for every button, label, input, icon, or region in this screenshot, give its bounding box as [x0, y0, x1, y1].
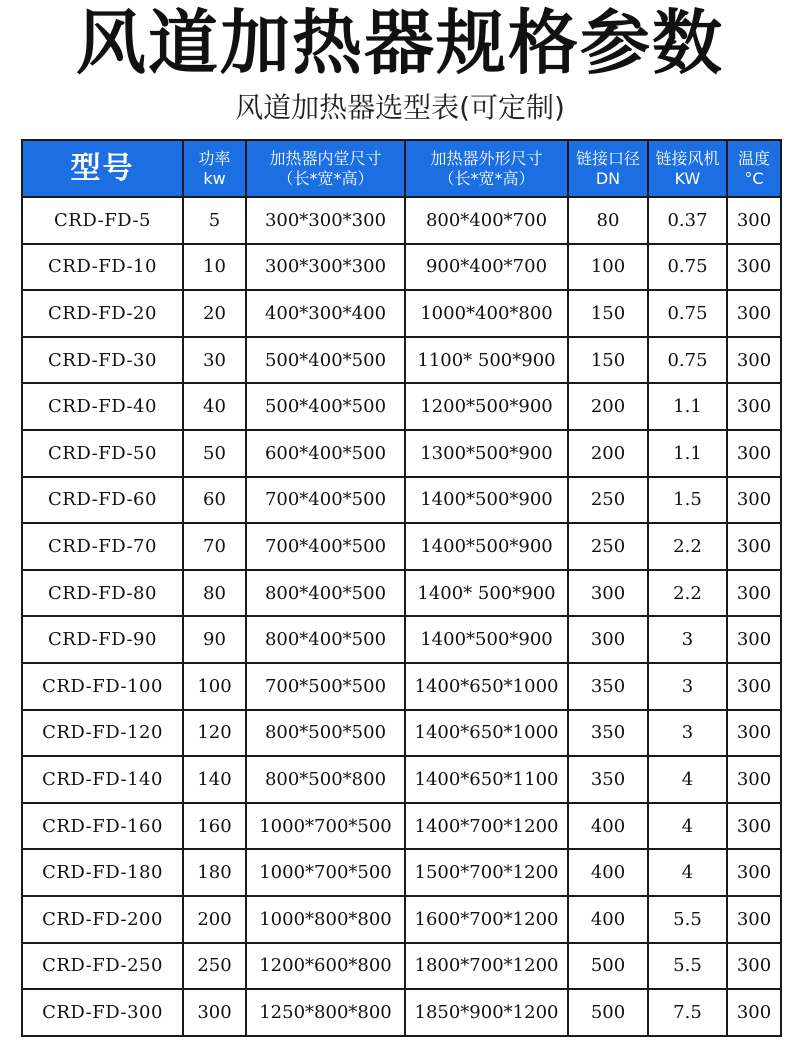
cell-power: 40 [183, 383, 246, 430]
table-header-row [22, 140, 781, 197]
header-port-label: 链接口径 [575, 148, 640, 168]
cell-fan: 0.75 [648, 244, 727, 291]
cell-model: CRD-FD-5 [22, 197, 183, 244]
cell-port: 80 [568, 197, 648, 244]
cell-temp: 300 [727, 523, 781, 570]
header-fan-unit: KW [674, 168, 701, 188]
cell-port: 500 [568, 943, 648, 990]
cell-outer-size: 1600*700*1200 [405, 896, 568, 943]
table-row [22, 616, 781, 663]
cell-inner-size: 500*400*500 [246, 383, 405, 430]
cell-port: 300 [568, 570, 648, 617]
header-power-label: 功率 [198, 148, 231, 168]
cell-fan: 0.37 [648, 197, 727, 244]
cell-model: CRD-FD-70 [22, 523, 183, 570]
cell-port: 350 [568, 756, 648, 803]
cell-power: 30 [183, 337, 246, 384]
cell-model: CRD-FD-40 [22, 383, 183, 430]
cell-inner-size: 600*400*500 [246, 430, 405, 477]
cell-fan: 5.5 [648, 943, 727, 990]
cell-power: 90 [183, 616, 246, 663]
cell-model: CRD-FD-180 [22, 849, 183, 896]
cell-power: 180 [183, 849, 246, 896]
cell-temp: 300 [727, 756, 781, 803]
table-row [22, 943, 781, 990]
table-row [22, 244, 781, 291]
cell-port: 300 [568, 616, 648, 663]
cell-outer-size: 1400*650*1000 [405, 663, 568, 710]
cell-power: 60 [183, 477, 246, 524]
table-body [22, 197, 781, 1036]
cell-outer-size: 1400*650*1100 [405, 756, 568, 803]
cell-outer-size: 1400*500*900 [405, 477, 568, 524]
cell-port: 100 [568, 244, 648, 291]
table-row [22, 570, 781, 617]
table-row [22, 337, 781, 384]
cell-outer-size: 1400*500*900 [405, 523, 568, 570]
header-model: 型号 [22, 140, 183, 197]
cell-outer-size: 1200*500*900 [405, 383, 568, 430]
cell-power: 10 [183, 244, 246, 291]
cell-port: 350 [568, 710, 648, 757]
cell-inner-size: 800*500*800 [246, 756, 405, 803]
cell-fan: 0.75 [648, 337, 727, 384]
cell-fan: 1.1 [648, 430, 727, 477]
cell-port: 150 [568, 337, 648, 384]
cell-model: CRD-FD-20 [22, 290, 183, 337]
table-row [22, 663, 781, 710]
header-port-unit: DN [595, 168, 621, 188]
cell-port: 250 [568, 523, 648, 570]
cell-temp: 300 [727, 849, 781, 896]
cell-fan: 0.75 [648, 290, 727, 337]
cell-model: CRD-FD-160 [22, 803, 183, 850]
header-inner-label: 加热器内堂尺寸 [269, 148, 382, 168]
header-temp [727, 140, 781, 197]
header-fan-label: 链接风机 [655, 148, 720, 168]
cell-port: 250 [568, 477, 648, 524]
cell-inner-size: 400*300*400 [246, 290, 405, 337]
header-outer-size [405, 140, 568, 197]
cell-port: 400 [568, 849, 648, 896]
header-inner-unit: （长*宽*高） [277, 168, 374, 188]
cell-power: 100 [183, 663, 246, 710]
header-outer-unit: （长*宽*高） [438, 168, 535, 188]
cell-inner-size: 1000*700*500 [246, 849, 405, 896]
header-port [568, 140, 648, 197]
table-row [22, 523, 781, 570]
table-row [22, 477, 781, 524]
cell-power: 20 [183, 290, 246, 337]
cell-temp: 300 [727, 197, 781, 244]
cell-model: CRD-FD-100 [22, 663, 183, 710]
cell-model: CRD-FD-30 [22, 337, 183, 384]
cell-temp: 300 [727, 477, 781, 524]
cell-outer-size: 1400*700*1200 [405, 803, 568, 850]
cell-power: 70 [183, 523, 246, 570]
cell-power: 140 [183, 756, 246, 803]
cell-model: CRD-FD-300 [22, 989, 183, 1036]
cell-temp: 300 [727, 710, 781, 757]
cell-outer-size: 900*400*700 [405, 244, 568, 291]
cell-temp: 300 [727, 337, 781, 384]
cell-model: CRD-FD-80 [22, 570, 183, 617]
table-row [22, 896, 781, 943]
cell-port: 400 [568, 803, 648, 850]
cell-power: 5 [183, 197, 246, 244]
cell-inner-size: 1200*600*800 [246, 943, 405, 990]
cell-outer-size: 1850*900*1200 [405, 989, 568, 1036]
cell-temp: 300 [727, 803, 781, 850]
cell-fan: 3 [648, 710, 727, 757]
table-row [22, 430, 781, 477]
cell-inner-size: 800*400*500 [246, 616, 405, 663]
cell-port: 500 [568, 989, 648, 1036]
cell-fan: 5.5 [648, 896, 727, 943]
header-power-unit: kw [203, 168, 226, 188]
cell-outer-size: 1800*700*1200 [405, 943, 568, 990]
cell-fan: 2.2 [648, 570, 727, 617]
cell-temp: 300 [727, 244, 781, 291]
header-fan [648, 140, 727, 197]
cell-outer-size: 1500*700*1200 [405, 849, 568, 896]
header-temp-unit: °C [744, 168, 764, 188]
cell-temp: 300 [727, 896, 781, 943]
cell-outer-size: 800*400*700 [405, 197, 568, 244]
cell-power: 200 [183, 896, 246, 943]
table-row [22, 849, 781, 896]
cell-power: 300 [183, 989, 246, 1036]
cell-fan: 4 [648, 803, 727, 850]
cell-port: 200 [568, 383, 648, 430]
cell-inner-size: 500*400*500 [246, 337, 405, 384]
cell-outer-size: 1400* 500*900 [405, 570, 568, 617]
cell-temp: 300 [727, 383, 781, 430]
cell-power: 50 [183, 430, 246, 477]
page-title: 风道加热器规格参数 [76, 2, 724, 84]
cell-outer-size: 1400*650*1000 [405, 710, 568, 757]
cell-inner-size: 700*400*500 [246, 523, 405, 570]
cell-port: 400 [568, 896, 648, 943]
cell-power: 80 [183, 570, 246, 617]
cell-inner-size: 800*500*500 [246, 710, 405, 757]
cell-model: CRD-FD-60 [22, 477, 183, 524]
header-outer-label: 加热器外形尺寸 [430, 148, 543, 168]
cell-fan: 1.1 [648, 383, 727, 430]
page-subtitle: 风道加热器选型表(可定制) [235, 91, 565, 124]
header-power [183, 140, 246, 197]
cell-fan: 4 [648, 756, 727, 803]
cell-port: 150 [568, 290, 648, 337]
cell-inner-size: 300*300*300 [246, 244, 405, 291]
table-row [22, 989, 781, 1036]
cell-inner-size: 700*500*500 [246, 663, 405, 710]
cell-model: CRD-FD-10 [22, 244, 183, 291]
cell-inner-size: 800*400*500 [246, 570, 405, 617]
cell-temp: 300 [727, 943, 781, 990]
cell-fan: 4 [648, 849, 727, 896]
cell-port: 350 [568, 663, 648, 710]
cell-power: 250 [183, 943, 246, 990]
cell-temp: 300 [727, 663, 781, 710]
cell-model: CRD-FD-250 [22, 943, 183, 990]
cell-temp: 300 [727, 430, 781, 477]
cell-power: 160 [183, 803, 246, 850]
cell-inner-size: 1000*700*500 [246, 803, 405, 850]
cell-temp: 300 [727, 616, 781, 663]
cell-power: 120 [183, 710, 246, 757]
cell-model: CRD-FD-50 [22, 430, 183, 477]
cell-inner-size: 1250*800*800 [246, 989, 405, 1036]
cell-inner-size: 300*300*300 [246, 197, 405, 244]
cell-outer-size: 1000*400*800 [405, 290, 568, 337]
cell-model: CRD-FD-120 [22, 710, 183, 757]
table-row [22, 710, 781, 757]
cell-inner-size: 700*400*500 [246, 477, 405, 524]
cell-outer-size: 1300*500*900 [405, 430, 568, 477]
table-row [22, 756, 781, 803]
spec-table [21, 139, 782, 1037]
cell-fan: 1.5 [648, 477, 727, 524]
cell-temp: 300 [727, 989, 781, 1036]
cell-port: 200 [568, 430, 648, 477]
cell-model: CRD-FD-90 [22, 616, 183, 663]
cell-temp: 300 [727, 570, 781, 617]
table-row [22, 197, 781, 244]
cell-fan: 3 [648, 663, 727, 710]
cell-fan: 3 [648, 616, 727, 663]
table-row [22, 803, 781, 850]
cell-model: CRD-FD-140 [22, 756, 183, 803]
cell-model: CRD-FD-200 [22, 896, 183, 943]
header-temp-label: 温度 [737, 148, 770, 168]
cell-temp: 300 [727, 290, 781, 337]
header-inner-size [246, 140, 405, 197]
cell-outer-size: 1100* 500*900 [405, 337, 568, 384]
cell-inner-size: 1000*800*800 [246, 896, 405, 943]
table-row [22, 290, 781, 337]
cell-outer-size: 1400*500*900 [405, 616, 568, 663]
cell-fan: 7.5 [648, 989, 727, 1036]
table-row [22, 383, 781, 430]
cell-fan: 2.2 [648, 523, 727, 570]
